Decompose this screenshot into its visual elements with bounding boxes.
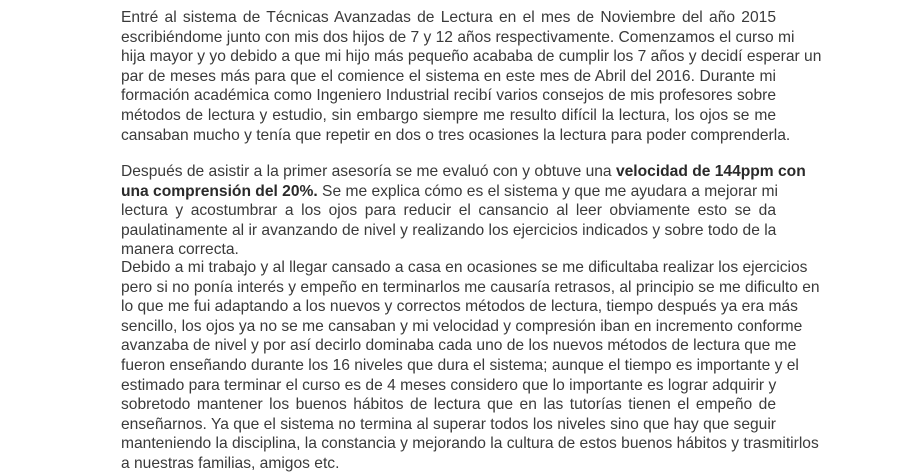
text-line [121,182,776,202]
text-line: avanzaba de nivel y por así decirlo dominaba cada uno de los nuevos métodos de lectura que me [121,337,797,355]
text-line: métodos de lectura y estudio, sin embargo siempre me resulto difícil la lectura, los ojos se me [121,106,776,124]
text-line: sencillo, los ojos ya no se me cansaban y mi velocidad y compresión iban en incremento conforme [121,317,803,335]
text-line: paulatinamente al ir avanzando de nivel y realizando los ejercicios indicados y sobre todo de la [121,221,777,239]
text-line: manera correcta. [121,241,239,259]
text-plain: Después de asistir a la primer asesoría se me evaluó con y obtuve una [121,163,616,180]
text-line: hija mayor y yo debido a que mi hijo más pequeño acababa de cumplir los 7 años y decidí esperar un [121,48,822,66]
text-line [121,162,806,182]
text-line: sobretodo mantener los buenos hábitos de lectura que en las tutorías tienen el empeño de [121,396,776,414]
text-line: fueron enseñando durante los 16 niveles que dura el sistema; aunque el tiempo es importante y el [121,356,799,374]
text-bold-speed: velocidad de 144ppm con [615,163,806,180]
text-bold-comprehension: una comprensión del 20%. [121,182,318,200]
text-line: a nuestras familias, amigos etc. [121,454,340,472]
paragraph-progress [121,258,820,474]
paragraph-intro [121,8,822,145]
text-line: Debido a mi trabajo y al llegar cansado a casa en ocasiones se me dificultaba realizar los ejercicios [121,259,808,276]
text-line: enseñarnos. Ya que el sistema no termina al superar todos los niveles sino que hay que seguir [121,415,776,433]
text-line: par de meses más para que el comience el sistema en este mes de Abril del 2016. Durante mi [121,67,776,85]
paragraph-evaluation [121,162,806,260]
text-line: Entré al sistema de Técnicas Avanzadas de Lectura en el mes de Noviembre del año 2015 [121,9,776,26]
text-plain: Se me explica cómo es el sistema y que me ayudara a mejorar mi [317,182,778,200]
text-line: estimado para terminar el curso es de 4 meses considero que lo importante es lograr adquirir y [121,376,777,394]
text-line: cansaban mucho y tenía que repetir en dos o tres ocasiones la lectura para poder comprenderla. [121,126,791,144]
text-line: escribiéndome junto con mis dos hijos de 7 y 12 años respectivamente. Comenzamos el curso mi [121,28,795,46]
text-line: lectura y acostumbrar a los ojos para reducir el cansancio al leer obviamente esto se da [121,202,776,220]
text-line: lo que me fui adaptando a los nuevos y correctos métodos de lectura, tiempo después ya era más [121,298,798,316]
text-line: pero si no ponía interés y empeño en terminarlos me causaría retrasos, al principio se me dificulto en [121,278,820,296]
text-line: formación académica como Ingeniero Industrial recibí varios consejos de mis profesores sobre [121,87,776,105]
text-line: manteniendo la disciplina, la constancia y mejorando la cultura de estos buenos hábitos y trasmitirlos [121,435,819,453]
